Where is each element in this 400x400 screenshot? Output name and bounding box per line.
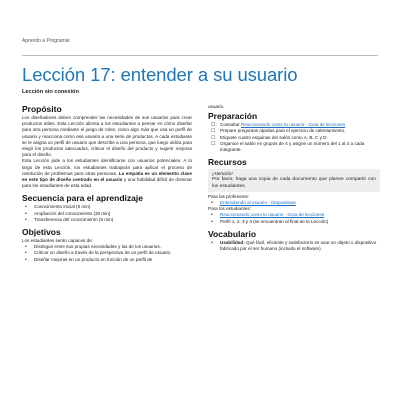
checklist-item-text: Prepare preguntas rápidas para el ejercicio de calentamiento.: [220, 128, 346, 134]
list-item: • Perfil 1, 2, 3 y 4 (se encuentran al final de la Lección): [208, 219, 380, 225]
attention-text: Por favor, haga una copia de cada documento que planee compartir con los estudiantes.: [212, 177, 376, 189]
objetivos-list: [22, 244, 192, 263]
carryover-text: usuario.: [208, 104, 225, 109]
checklist-item-text: Organice el salón en grupos de 4 y asigne un número del 1 al 4 a cada integrante.: [220, 140, 365, 153]
list-item: • Conocimiento inicial (5 min): [22, 204, 192, 210]
attention-note: [208, 169, 380, 192]
proposito-p2-end: y una habilidad difícil de dominar para los estudiantes de esta edad.: [22, 177, 192, 189]
header-divider: [22, 55, 378, 56]
guia-lecciones-link[interactable]: Reaccionando como tu usuario - Guía de lecciones: [240, 122, 346, 128]
left-column: [22, 104, 192, 263]
profesores-list: [208, 200, 380, 206]
vocab-definition: Qué fácil, eficiente y satisfactorio es usar un objeto o dispositivo fabricado por el ser humano (incluido el software).: [220, 239, 377, 252]
secuencia-heading: Secuencia para el aprendizaje: [22, 193, 143, 204]
proposito-p2-bold: La empatía es un elemento clave en este tipo de diseño centrado en el usuario: [22, 170, 192, 183]
proposito-heading: Propósito: [22, 104, 62, 114]
checklist-item-text: Consultar: [220, 122, 240, 128]
list-item: [208, 200, 380, 206]
objetivos-intro: Los estudiantes serán capaces de:: [22, 238, 93, 244]
list-item: • Diseñar mejoras en un producto en función de un perfil de: [22, 257, 192, 263]
list-item: • Distinguir entre sus propias necesidades y las de los usuarios.: [22, 244, 192, 250]
secuencia-list: [22, 204, 192, 223]
right-column: [208, 104, 380, 252]
proposito-paragraph-2: [22, 158, 192, 189]
vocabulario-heading: Vocabulario: [208, 228, 257, 239]
objetivos-heading: Objetivos: [22, 227, 61, 238]
vocab-term: Usabilidad:: [220, 239, 245, 245]
diapositivas-link[interactable]: Entendiendo al usuario - Diapositivas: [220, 200, 296, 206]
vocab-item: [208, 240, 380, 252]
page-subtitle: Lección sin conexión: [22, 89, 79, 95]
proposito-paragraph-1: Los diseñadores deben comprender las necesidades de sus usuarios para crear productos útiles. Esta Lección alienta a los estudiantes a pensar en cómo diseñar para otra persona mediante el juego de roles, como algo más que usa un perfil de usuario y reacciona como ese usuario a una serie de productos. A cada estudiante se le asigna un perfil de usuario que describe a una persona, que luego utiliza para elegir los productos adecuados, criticar el diseño del producto y sugerir mejoras para el diseño.: [22, 115, 192, 158]
proposito-p2-text: Esta Lección pide a los estudiantes identificarse con usuarios potenciales. A lo largo de esta Lección, los estudiantes trabajarán para aplicar el proceso de resolución de problemas para otras personas.: [22, 158, 192, 176]
guia-estudiantes-link[interactable]: Reaccionando como tu usuario - Guía de lecciones: [220, 212, 325, 218]
checklist-item-text: Etiquete cuatro esquinas del salón como A, B, C y D.: [220, 134, 328, 140]
estudiantes-label: Para los estudiantes:: [208, 206, 251, 212]
course-header: Aprendo a Programar: [22, 38, 71, 44]
list-item: • Ampliación del conocimiento (30 min): [22, 211, 192, 217]
preparacion-checklist: [208, 122, 380, 153]
preparacion-heading: Preparación: [208, 111, 258, 122]
profesores-label: Para los profesores:: [208, 193, 250, 199]
page-title: Lección 17: entender a su usuario: [22, 64, 298, 85]
list-item: • Criticar un diseño a través de la perspectiva de un perfil de usuario.: [22, 250, 192, 256]
attention-label: ¡Atención!: [212, 171, 233, 177]
checklist-item[interactable]: [208, 141, 380, 153]
vocabulario-list: [208, 240, 380, 252]
list-item: • Transferencia del conocimiento (5 min): [22, 217, 192, 223]
recursos-heading: Recursos: [208, 157, 247, 168]
estudiantes-list: [208, 212, 380, 224]
